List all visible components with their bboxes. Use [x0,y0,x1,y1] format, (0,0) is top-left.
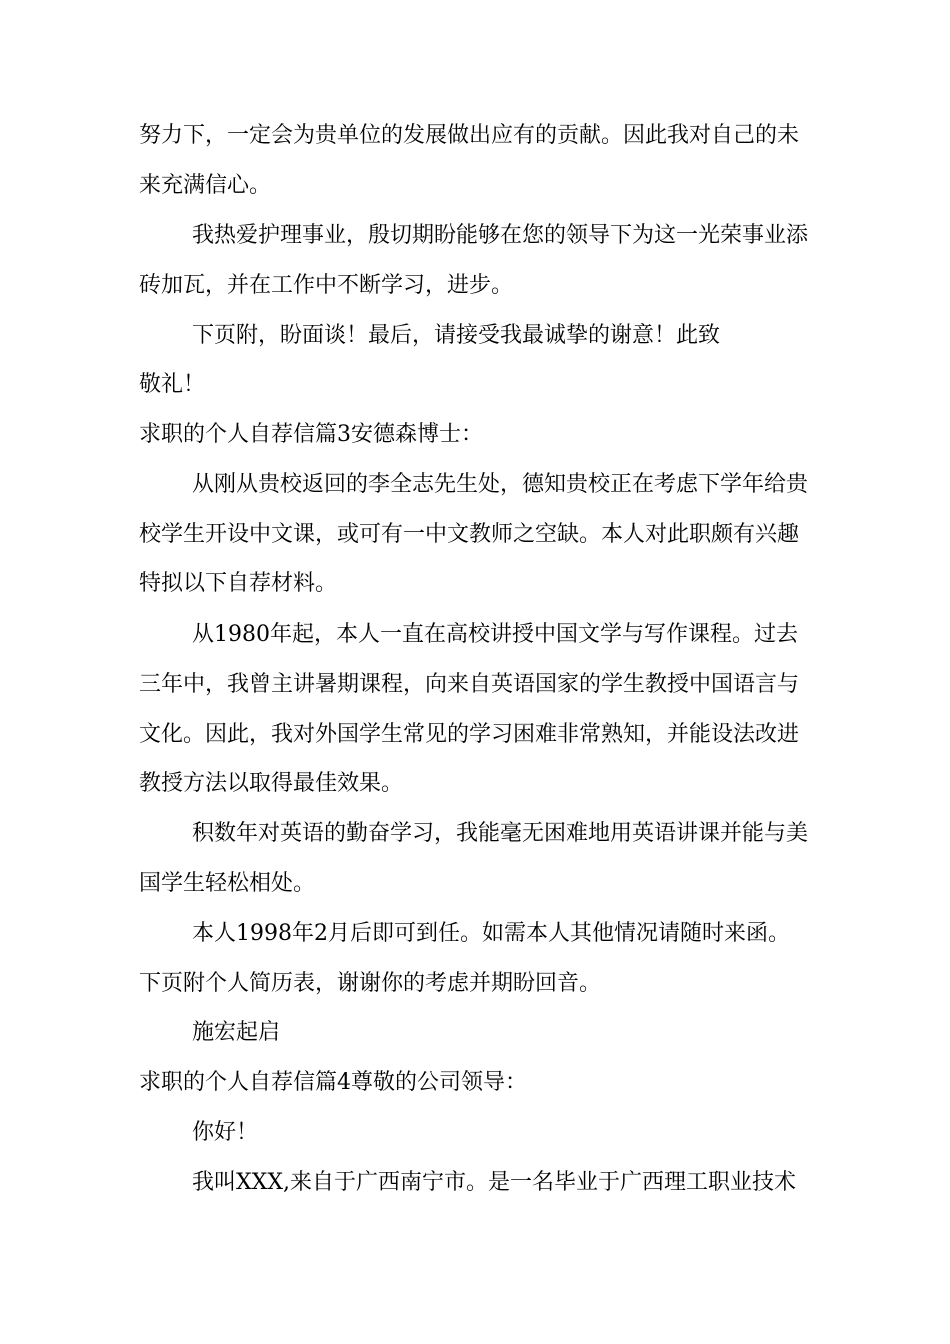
text-line: 教授方法以取得最佳效果。 [139,771,404,796]
text-line: 敬礼！ [139,372,206,397]
text-line: 下页附个人简历表，谢谢你的考虑并期盼回音。 [139,971,602,996]
section-heading: 求职的个人自荐信篇3安德森博士： [139,422,483,447]
section-heading: 求职的个人自荐信篇4尊敬的公司领导： [139,1070,527,1095]
text-line: 积数年对英语的勤奋学习，我能毫无困难地用英语讲课并能与美 [192,821,809,846]
text-line: 三年中，我曾主讲暑期课程，向来自英语国家的学生教授中国语言与 [139,672,800,697]
text-line: 我叫XXX,来自于广西南宁市。是一名毕业于广西理工职业技术 [192,1170,796,1195]
text-line: 从刚从贵校返回的李全志先生处，德知贵校正在考虑下学年给贵 [192,472,809,497]
text-line: 本人1998年2月后即可到任。如需本人其他情况请随时来函。 [192,921,790,946]
text-line: 努力下，一定会为贵单位的发展做出应有的贡献。因此我对自己的未 [139,123,800,148]
text-line: 从1980年起，本人一直在高校讲授中国文学与写作课程。过去 [192,622,798,647]
text-line: 下页附，盼面谈！最后，请接受我最诚挚的谢意！此致 [192,323,721,348]
text-line: 我热爱护理事业，殷切期盼能够在您的领导下为这一光荣事业添 [192,223,809,248]
signature-line: 施宏起启 [192,1020,281,1045]
text-line: 来充满信心。 [139,173,272,198]
greeting-line: 你好！ [192,1120,259,1145]
text-line: 特拟以下自荐材料。 [139,571,338,596]
text-line: 文化。因此，我对外国学生常见的学习困难非常熟知，并能设法改进 [139,722,800,747]
text-line: 国学生轻松相处。 [139,871,316,896]
text-line: 砖加瓦，并在工作中不断学习，进步。 [139,273,514,298]
text-line: 校学生开设中文课，或可有一中文教师之空缺。本人对此职颇有兴趣 [139,522,800,547]
